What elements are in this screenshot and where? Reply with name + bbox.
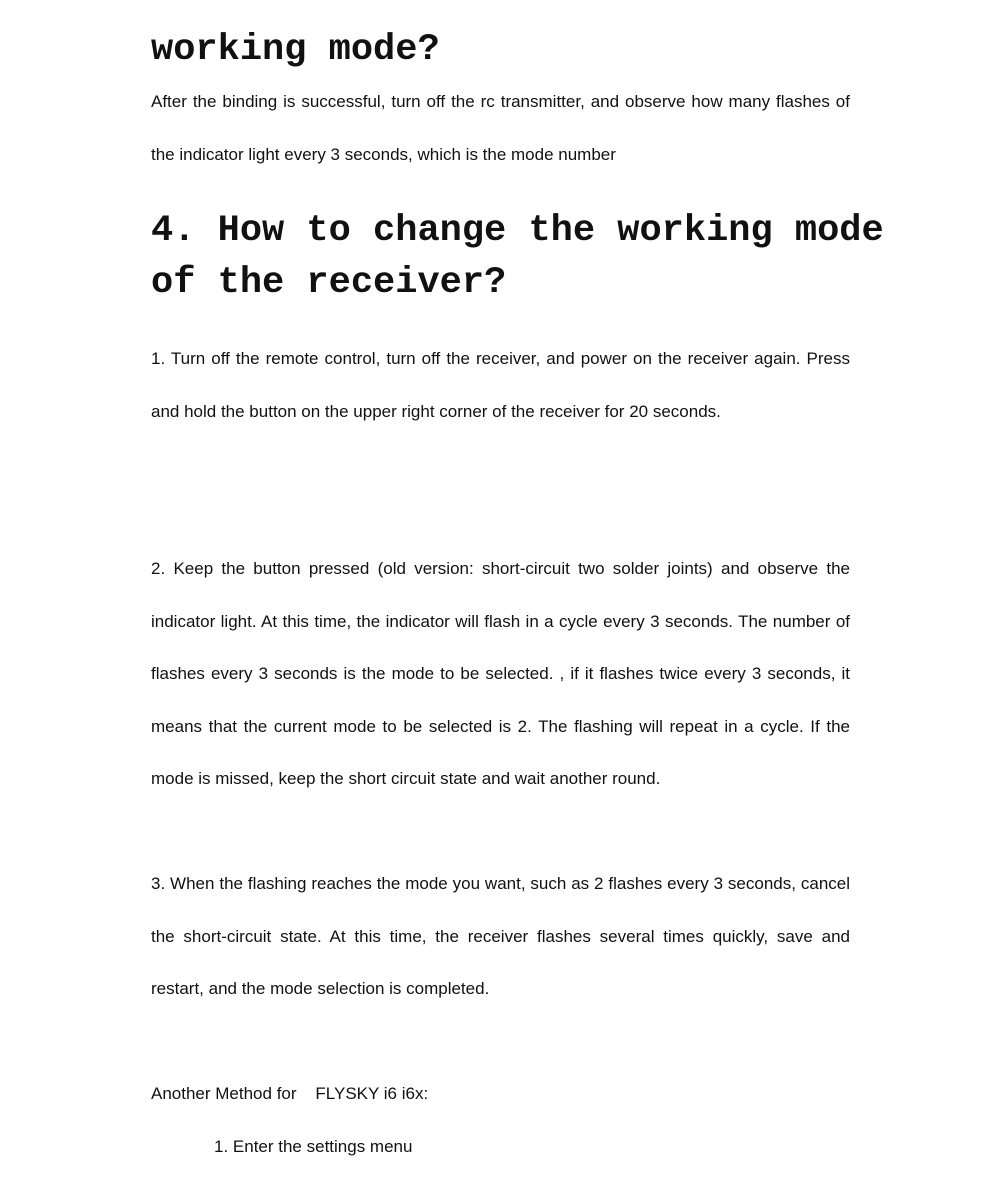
section-heading-line-1: 4. How to change the working mode (151, 210, 884, 252)
section-heading-line-2: of the receiver? (151, 262, 507, 304)
another-method-label: Another Method for FLYSKY i6 i6x: (151, 1084, 429, 1103)
step-3-paragraph: 3. When the flashing reaches the mode you want, such as 2 flashes every 3 seconds, cancel the short-circuit state. At this time, the receiver flashes several times quickly, save and restart, and the mode selection is completed. (151, 874, 850, 998)
another-method-step-1: 1. Enter the settings menu (214, 1137, 413, 1156)
step-1-paragraph: 1. Turn off the remote control, turn off the receiver, and power on the receiver again. Press and hold the button on the upper right corner of the receiver for 20 seconds. (151, 349, 850, 421)
intro-paragraph: After the binding is successful, turn off the rc transmitter, and observe how many flashes of the indicator light every 3 seconds, which is the mode number (151, 92, 850, 164)
step-2-paragraph: 2. Keep the button pressed (old version: short-circuit two solder joints) and observe the indicator light. At this time, the indicator will flash in a cycle every 3 seconds. The number of flashes every 3 seconds is the mode to be selected. , if it flashes twice every 3 seconds, it means that the current mode to be selected is 2. The flashing will repeat in a cycle. If the mode is missed, keep the short circuit state and wait another round. (151, 559, 850, 788)
top-heading: working mode? (151, 29, 440, 71)
